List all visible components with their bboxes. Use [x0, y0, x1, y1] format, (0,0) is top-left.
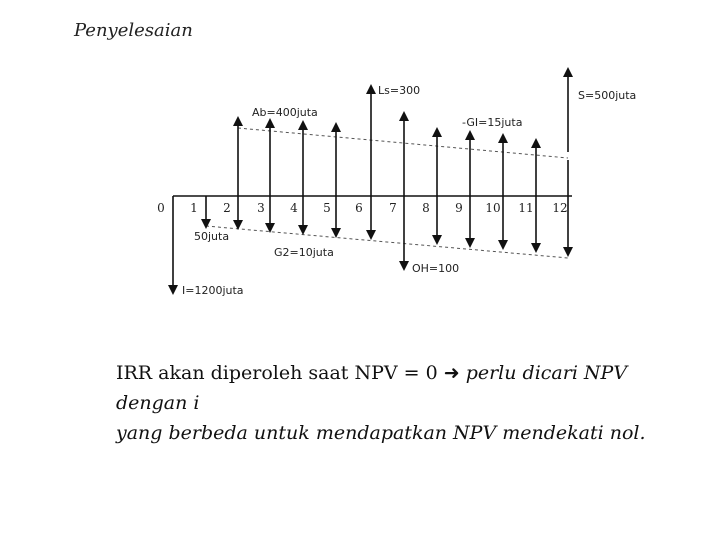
period-label-12: 12	[552, 201, 568, 215]
cost-trend-line	[206, 226, 568, 258]
period-label-5: 5	[323, 201, 331, 215]
annual-benefit-label: Ab=400juta	[252, 106, 318, 119]
period-label-0: 0	[157, 201, 165, 215]
gradient-cost-label: G2=10juta	[274, 246, 334, 259]
period-label-11: 11	[518, 201, 534, 215]
period-label-1: 1	[190, 201, 198, 215]
conclusion-line-2: yang berbeda untuk mendapatkan NPV mendekati nol.	[116, 422, 646, 444]
period-label-10: 10	[485, 201, 501, 215]
investment-label: I=1200juta	[182, 284, 244, 297]
salvage-ls-label: Ls=300	[378, 84, 421, 97]
right-arrow-icon: ➜	[443, 362, 460, 384]
period-label-9: 9	[455, 201, 463, 215]
salvage-label: S=500juta	[578, 89, 637, 102]
period-label-4: 4	[290, 201, 298, 215]
period-label-3: 3	[257, 201, 265, 215]
overhaul-label: OH=100	[412, 262, 460, 275]
gradient-income-label: -GI=15juta	[462, 116, 523, 129]
benefit-trend-line	[238, 128, 568, 158]
heading: Penyelesaian	[74, 20, 193, 41]
conclusion-line-1	[116, 358, 696, 418]
first-cost-label: 50juta	[194, 230, 230, 243]
conclusion-text-2: perlu dicari NPV dengan i	[116, 362, 628, 414]
period-label-6: 6	[355, 201, 363, 215]
conclusion-text-1: IRR akan diperoleh saat NPV = 0	[116, 362, 438, 384]
period-label-7: 7	[389, 201, 397, 215]
conclusion-paragraph	[116, 358, 696, 448]
period-label-2: 2	[223, 201, 231, 215]
period-label-8: 8	[422, 201, 430, 215]
